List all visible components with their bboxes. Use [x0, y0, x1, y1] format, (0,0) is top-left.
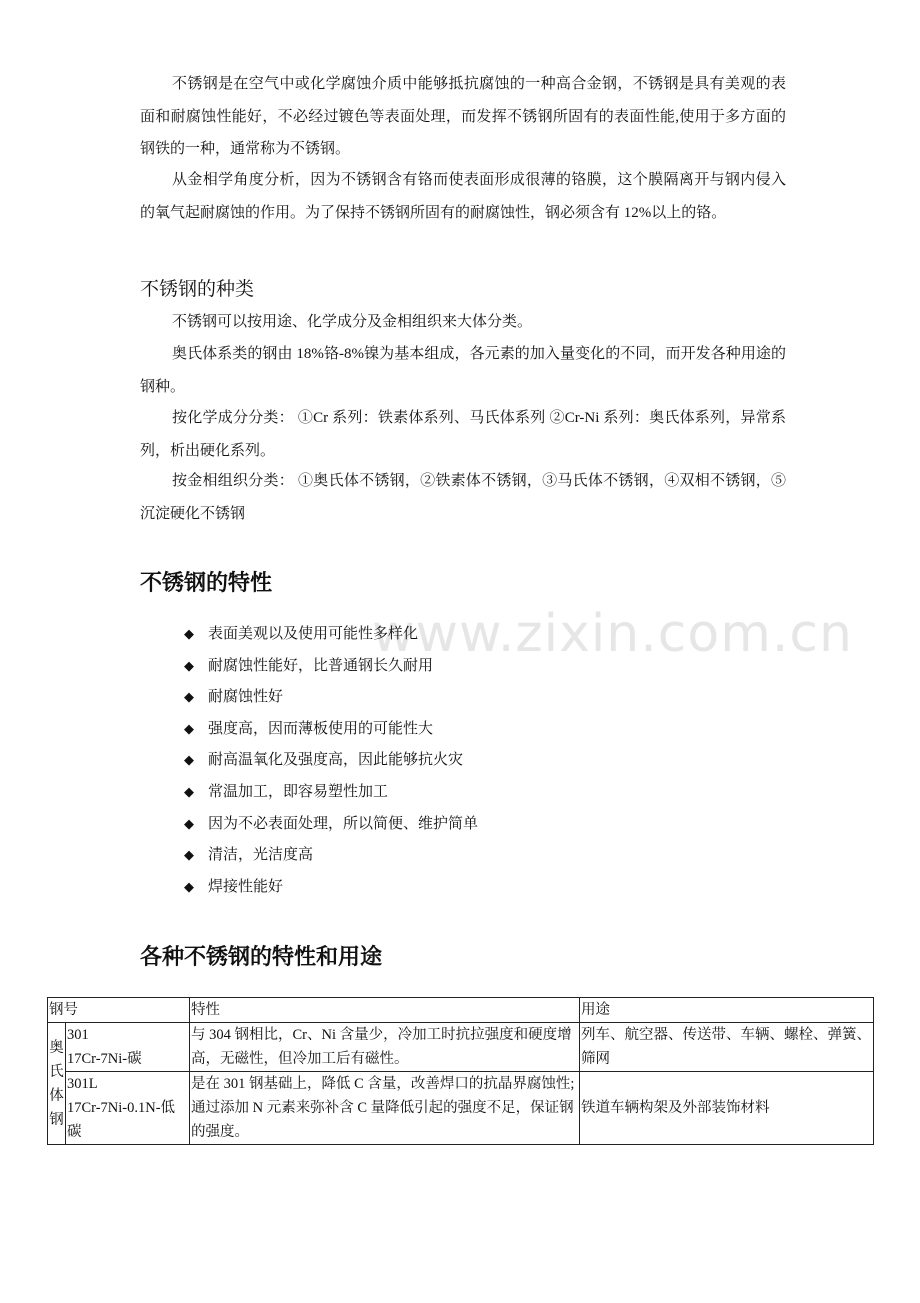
- types-paragraph-3: 按化学成分分类： ①Cr 系列：铁素体系列、马氏体系列 ②Cr-Ni 系列：奥氏体系列，异常系列，析出硬化系列。: [140, 410, 786, 459]
- table-heading: 各种不锈钢的特性和用途: [140, 945, 383, 970]
- list-item: [184, 839, 478, 871]
- header-property: 特性: [190, 998, 580, 1023]
- steel-properties-table: [47, 997, 874, 1145]
- list-item: [184, 650, 478, 682]
- header-grade: 钢号: [48, 998, 190, 1023]
- watermark: www.zixin.com.cn: [372, 604, 853, 664]
- intro-paragraph-1: 不锈钢是在空气中或化学腐蚀介质中能够抵抗腐蚀的一种高合金钢，不锈钢是具有美观的表面和耐腐蚀性能好，不必经过镀色等表面处理，而发挥不锈钢所固有的表面性能,使用于多方面的钢铁的一种，通常称为不锈钢。: [140, 76, 786, 157]
- grade-code: 301: [67, 1027, 89, 1043]
- diamond-bullet-icon: ◆: [184, 689, 194, 705]
- list-item-text: 耐腐蚀性好: [208, 689, 284, 706]
- property-cell: 是在 301 钢基础上，降低 C 含量，改善焊口的抗晶界腐蚀性; 通过添加 N 元素来弥补含 C 量降低引起的强度不足，保证钢的强度。: [190, 1072, 580, 1145]
- list-item: [184, 713, 478, 745]
- list-item: [184, 808, 478, 840]
- list-item-text: 因为不必表面处理，所以简便、维护简单: [208, 815, 479, 832]
- list-item-text: 清洁，光洁度高: [208, 847, 314, 864]
- usage-cell: 列车、航空器、传送带、车辆、螺栓、弹簧、筛网: [580, 1023, 874, 1072]
- diamond-bullet-icon: ◆: [184, 626, 194, 641]
- list-item: [184, 871, 478, 903]
- diamond-bullet-icon: ◆: [184, 783, 194, 799]
- property-cell: 与 304 钢相比，Cr、Ni 含量少，冷加工时抗拉强度和硬度增高，无磁性，但冷加工后有磁性。: [190, 1023, 580, 1072]
- list-item: [184, 776, 478, 808]
- header-usage: 用途: [580, 998, 874, 1023]
- list-item: [184, 681, 478, 713]
- grade-cell: [66, 1023, 190, 1072]
- grade-composition: 17Cr-7Ni-碳: [67, 1051, 142, 1067]
- list-item: [184, 618, 478, 650]
- grade-cell: [66, 1072, 190, 1145]
- list-item-text: 常温加工，即容易塑性加工: [208, 783, 389, 800]
- list-item-text: 焊接性能好: [208, 878, 284, 895]
- group-char: 钢: [49, 1111, 64, 1128]
- intro-paragraph-2: 从金相学角度分析，因为不锈钢含有铬而使表面形成很薄的铬膜，这个膜隔离开与钢内侵入的氧气起耐腐蚀的作用。为了保持不锈钢所固有的耐腐蚀性，钢必须含有 12%以上的铬。: [140, 172, 786, 221]
- group-char: 氏: [49, 1063, 64, 1080]
- list-item-text: 强度高，因而薄板使用的可能性大: [208, 720, 434, 737]
- types-heading: 不锈钢的种类: [140, 278, 255, 300]
- diamond-bullet-icon: ◆: [184, 878, 194, 894]
- usage-cell: 铁道车辆构架及外部装饰材料: [580, 1072, 874, 1145]
- list-item: [184, 744, 478, 776]
- grade-composition: 17Cr-7Ni-0.1N-低碳: [67, 1100, 176, 1140]
- group-char: 体: [49, 1087, 64, 1104]
- types-paragraph-2: 奥氏体系类的钢由 18%铬-8%镍为基本组成，各元素的加入量变化的不同，而开发各种用途的钢种。: [140, 346, 786, 395]
- diamond-bullet-icon: ◆: [184, 752, 194, 768]
- group-label-austenitic: [48, 1023, 66, 1145]
- list-item-text: 表面美观以及使用可能性多样化: [208, 626, 419, 642]
- features-heading: 不锈钢的特性: [140, 571, 273, 596]
- list-item-text: 耐腐蚀性能好，比普通钢长久耐用: [208, 657, 434, 674]
- table-header-row: [48, 998, 874, 1023]
- group-char: 奥: [49, 1039, 64, 1056]
- diamond-bullet-icon: ◆: [184, 847, 194, 863]
- diamond-bullet-icon: ◆: [184, 657, 194, 673]
- table-row: [48, 1023, 874, 1072]
- features-list: [184, 618, 478, 902]
- list-item-text: 耐高温氧化及强度高，因此能够抗火灾: [208, 752, 464, 769]
- diamond-bullet-icon: ◆: [184, 815, 194, 831]
- types-paragraph-4: 按金相组织分类： ①奥氏体不锈钢，②铁素体不锈钢，③马氏体不锈钢，④双相不锈钢，⑤沉淀硬化不锈钢: [140, 473, 786, 522]
- grade-code: 301L: [67, 1076, 98, 1092]
- table-row: [48, 1072, 874, 1145]
- types-paragraph-1: 不锈钢可以按用途、化学成分及金相组织来大体分类。: [172, 314, 533, 330]
- diamond-bullet-icon: ◆: [184, 720, 194, 736]
